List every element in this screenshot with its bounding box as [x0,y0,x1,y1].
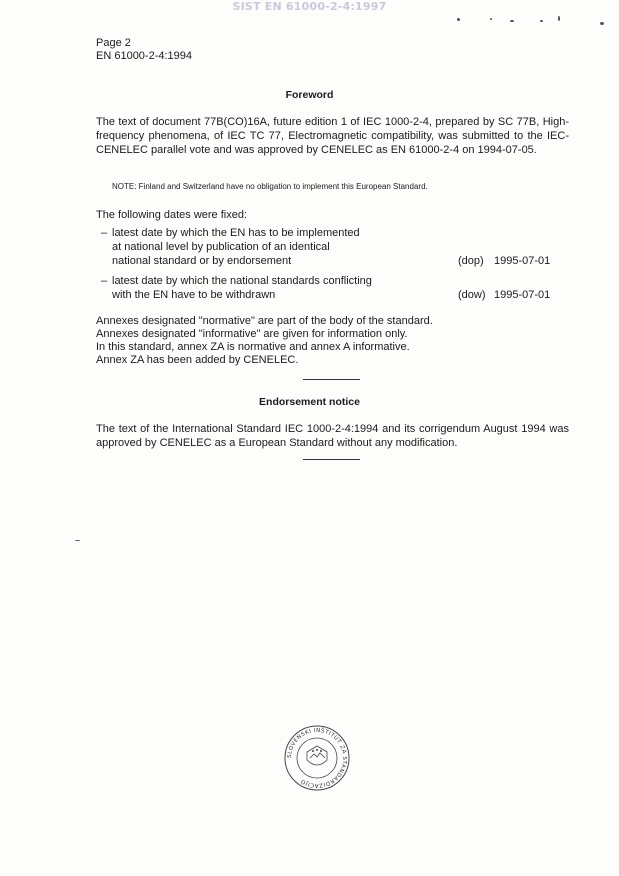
dow-date: 1995-07-01 [494,289,551,301]
annex-line: Annexes designated "informative" are given for information only. [96,328,408,340]
foreword-note: NOTE: Finland and Switzerland have no obligation to implement this European Standard. [112,182,428,191]
scan-speck [600,22,604,25]
scan-speck [75,540,80,541]
scan-speck [510,20,514,22]
dop-code: (dop) [458,255,484,267]
annex-line: Annexes designated "normative" are part of the body of the standard. [96,315,433,327]
watermark: SIST EN 61000-2-4:1997 [232,0,387,13]
scan-speck [457,18,460,21]
foreword-paragraph: The text of document 77B(CO)16A, future edition 1 of IEC 1000-2-4, prepared by SC 77B, High-frequency phenomena, of IEC TC 77, Electromagnetic compatibility, was submitted to the IEC-CENELEC parallel vote and was approved by CENELEC as EN 61000-2-4 on 1994-07-05. [96,116,569,156]
annex-line: In this standard, annex ZA is normative and annex A informative. [96,341,410,353]
scan-speck [490,18,492,20]
page-number: Page 2 [96,37,131,49]
dow-line: with the EN have to be withdrawn [112,289,276,301]
dow-code: (dow) [458,289,486,301]
standard-number: EN 61000-2-4:1994 [96,50,193,62]
institute-seal [283,724,351,792]
list-bullet: – [101,227,108,239]
svg-text:SLOVENSKI INŠTITUT ZA STANDARD: SLOVENSKI INŠTITUT ZA STANDARDIZACIJO [286,727,348,789]
dop-line: national standard or by endorsement [112,255,292,267]
endorsement-paragraph: The text of the International Standard IEC 1000-2-4:1994 and its corrigendum August 1994 was approved by CENELEC as a European Standard without any modification. [96,423,569,449]
dop-line: latest date by which the EN has to be implemented [112,227,360,239]
scan-speck [540,20,543,22]
scan-speck [558,16,560,21]
annex-line: Annex ZA has been added by CENELEC. [96,354,299,366]
section-divider [303,379,360,380]
dop-line: at national level by publication of an identical [112,241,330,253]
dop-date: 1995-07-01 [494,255,551,267]
endorsement-title: Endorsement notice [259,396,360,408]
list-bullet: – [101,275,108,287]
foreword-title: Foreword [285,89,334,101]
dow-line: latest date by which the national standards conflicting [112,275,372,287]
section-divider [303,459,360,460]
dates-intro: The following dates were fixed: [96,209,248,221]
